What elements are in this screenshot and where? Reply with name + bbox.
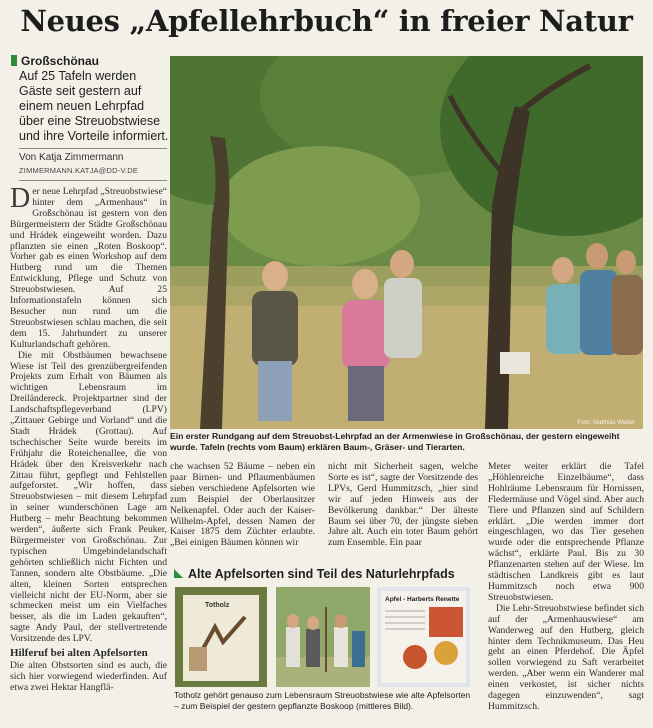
- divider: [19, 180, 167, 181]
- headline: Neues „Apfellehrbuch“ in freier Natur: [20, 4, 633, 38]
- paragraph: er neue Lehrpfad „Streuobstwiese“ hinter dem „Armenhaus“ in Großschönau ist gestern von den Bürgermeistern der Städte Großschönau und Hrádek eingeweiht worden. Dazu pflanzten sie einen „Roten Boskoop“. Vorher gab es einen Workshop auf dem Hutberg rund um die Themen Entwicklung, Pflege und Schutz von Streuobstwiesen. Auf 25 Informationstafeln können sich Besucher nun rund um die Streuobstwiesen schlau machen, die seit dem 15. Jahrhundert zu unserer Kulturlandschaft gehören.: [10, 186, 167, 350]
- box-heading-text: Alte Apfelsorten sind Teil des Naturlehrpfads: [188, 567, 455, 581]
- article-column-1: [10, 183, 167, 694]
- photo-credit: Foto: Matthias Weber: [577, 420, 635, 426]
- paragraph: Die alten Obstsorten sind es auch, die sich hier vorwiegend wiederfinden. Auf etwa zwei Hektar Hangflä-: [10, 659, 167, 693]
- box-caption: Totholz gehört genauso zum Lebensraum Streuobstwiese wie alte Apfelsorten – zum Beispiel der gestern gepflanzte Boskoop (mittleres Bild).: [174, 690, 471, 711]
- dropcap: D: [10, 183, 31, 214]
- orchard-scene: [170, 56, 643, 429]
- box-marker-icon: [174, 569, 183, 578]
- location-label: Großschönau: [21, 54, 100, 68]
- box-heading: [174, 567, 470, 581]
- photo-caption: Ein erster Rundgang auf dem Streuobst-Lehrpfad an der Armenwiese in Großschönau, der gestern eingeweiht wurde. Tafeln (rechts vom Baum) erklären Baum-, Gräser- und Tierarten.: [170, 431, 620, 452]
- thumb1-label: Totholz: [205, 602, 230, 609]
- thumb3-title: Apfel - Harberts Renette: [385, 596, 460, 603]
- location-marker: [11, 55, 17, 66]
- article-column-4: [488, 462, 644, 713]
- author: Von Katja Zimmermann: [19, 152, 124, 163]
- author-email: ZIMMERMANN.KATJA@DD-V.DE: [19, 166, 139, 175]
- intro-text: Auf 25 Tafeln werden Gäste seit gestern auf einem neuen Lehrpfad über eine Streuobstwiese und ihre Vorteile informiert.: [19, 69, 169, 143]
- subheading: Hilferuf bei alten Apfelsorten: [10, 647, 148, 660]
- thumbnail-planting: [276, 587, 370, 687]
- paragraph: Die mit Obstbäumen bewachsene Wiese ist Teil des grenzübergreifenden Projekts zum Erhalt von Bäumen als wichtigen Lebensraum im Dreiländereck. Projektpartner sind der Landschaftspflegeverband (LPV) „Zittauer Gebirge und Vorland“ und die Stadt Hrádek (Grottau). Auf tschechischer Seite wurde bereits im Frühjahr die Roteichenallee, die von Hrádek über den Kreisverkehr nach Zittau führt, gepflegt und Fehlstellen aufgeforstet. „Wir hoffen, dass Streuobstwiesen – mit diesem Lehrpfad in seiner wunderschönen Lage am Hutberg – mehr Beachtung bekommen werden“, äußerte sich Frank Peuker, Bürgermeister von Großschönau. Zur typischen Umgebindelandschaft gehörten schließlich nicht Fichten und Tannen, sondern alte Obstbäume. „Die alten, kleinen Sorten entsprechen vielleicht nicht der EU-Norm, aber sie schmecken meist um ein Vielfaches besser, als die im Laden gekauften“, sagte Andy Paul, der stellvertretende Vorsitzende des LPV.: [10, 349, 167, 645]
- thumbnail-apple-variety-sign: [377, 587, 470, 687]
- article-column-3: [328, 462, 478, 549]
- article-column-2: [170, 462, 315, 549]
- divider: [19, 148, 167, 149]
- thumbnail-deadwood-sign: [175, 587, 267, 687]
- paragraph: Die Lehr-Streuobstwiese befindet sich auf der „Armenhauswiese“ am Wanderweg auf den Hutberg, gleich hinter dem Technikmuseum. Das Heu geht an einen Pferdehof. Die Äpfel sollen vorwiegend zu Saft verarbeitet werden. „Aber wenn ein Wanderer mal einen verkostet, ist sicher nichts dagegen einzuwenden“, sagt Hummitzsch.: [488, 602, 644, 712]
- location-tag: [11, 54, 173, 68]
- main-photo: [170, 56, 643, 429]
- paragraph: nicht mit Sicherheit sagen, welche Sorte es ist“, sagte der Vorsitzende des LPVs, Gerd Hummitzsch, „hier sind wir auf jeden Hinweis aus der Bevölkerung dankbar.“ Der älteste Baum sei über 70, der jüngste sieben Jahre alt. Auch ein toter Baum gehört zum Ensemble. Ein paar: [328, 461, 478, 549]
- paragraph: Meter weiter erklärt die Tafel „Höhlenreiche Einzelbäume“, dass Hohlräume Lebensraum für Hornissen, Fledermäuse und Vögel sind. Aber auch Tiere und Pflanzen sind auf Schildern erklärt. „Die werden immer dort eingeschlagen, wo das Tier gesehen wurde oder die entsprechende Pflanze wächst“, erklärte Paul. Bis zu 30 Pflanzenarten stehen auf der Wiese. Im städtischen Landkreis gibt es laut Hummitzsch noch etwa 900 Streuobstwiesen.: [488, 461, 644, 603]
- paragraph: che wachsen 52 Bäume – neben ein paar Birnen- und Pflaumenbäumen sieben verschiedene Apfelsorten wie zum Beispiel der Oberlausitzer Nelkenapfel. Oder auch der Kaiser-Wilhelm-Apfel, dessen Namen der Kaiser 1875 dem Züchter erlaubte. „Bei einigen Bäumen können wir: [170, 461, 315, 549]
